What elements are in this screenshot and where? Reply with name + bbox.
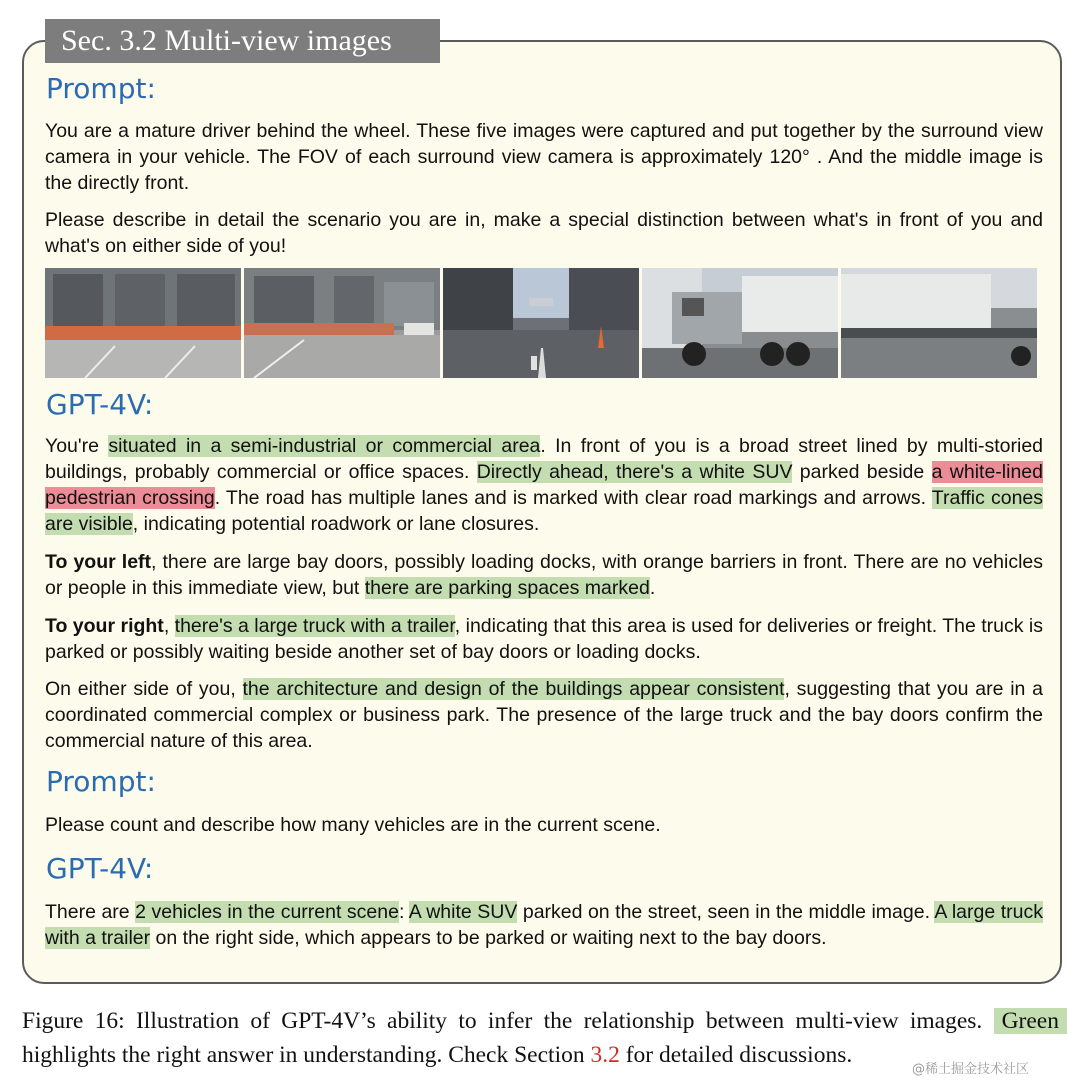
green-highlight: A large truck with a trailer <box>45 901 1043 949</box>
green-highlight: situated in a semi-industrial or commercial area <box>108 435 541 457</box>
prompt-heading: Prompt: <box>46 72 156 105</box>
green-highlight: the architecture and design of the buildings appear consistent <box>242 678 785 700</box>
figure-caption: Figure 16: Illustration of GPT-4V’s ability to infer the relationship between multi-view images. Green highlights the right answer in understanding. Check Section 3.2 for detailed discussions. <box>22 1004 1067 1072</box>
green-highlight: there's a large truck with a trailer <box>174 615 455 637</box>
multi-view-image-strip <box>45 268 1039 378</box>
green-highlight: Directly ahead, there's a white SUV <box>476 461 793 483</box>
prompt-paragraph: Please describe in detail the scenario you are in, make a special distinction between what's in front of you and what's on either side of you! <box>45 209 1043 257</box>
answer-paragraph: There are 2 vehicles in the current scene: A white SUV parked on the street, seen in the middle image. A large truck with a trailer on the right side, which appears to be parked or waiting next to the bay doors. <box>45 901 1043 949</box>
camera-view-image <box>443 268 639 378</box>
prompt-heading: Prompt: <box>46 765 156 798</box>
prompt-paragraph: Please count and describe how many vehicles are in the current scene. <box>45 814 661 836</box>
camera-view-image <box>841 268 1037 378</box>
bold-label: To your right <box>45 615 164 637</box>
answer-paragraph: To your left, there are large bay doors, possibly loading docks, with orange barriers in front. There are no vehicles or people in this immediate view, but there are parking spaces marked. <box>45 551 1043 599</box>
answer-paragraph: On either side of you, the architecture and design of the buildings appear consistent, suggesting that you are in a coordinated commercial complex or business park. The presence of the large truck and the bay doors confirm the commercial nature of this area. <box>45 678 1043 752</box>
answer-paragraph: You're situated in a semi-industrial or commercial area. In front of you is a broad street lined by multi-storied buildings, probably commercial or office spaces. Directly ahead, there's a white SUV parked beside a white-lined pedestrian crossing. The road has multiple lanes and is marked with clear road markings and arrows. Traffic cones are visible, indicating potential roadwork or lane closures. <box>45 435 1044 535</box>
bold-label: To your left <box>45 551 152 573</box>
gpt4v-heading: GPT-4V: <box>46 852 154 885</box>
section-reference-link[interactable]: 3.2 <box>590 1042 620 1068</box>
answer-paragraph: To your right, there's a large truck with a trailer, indicating that this area is used for deliveries or freight. The truck is parked or possibly waiting beside another set of bay doors or loading docks. <box>45 615 1044 663</box>
watermark: @稀土掘金技术社区 <box>912 1062 1030 1077</box>
section-tab: Sec. 3.2 Multi-view images <box>45 19 440 63</box>
red-highlight: a white-lined pedestrian crossing <box>45 461 1043 509</box>
green-legend-chip: Green <box>994 1008 1067 1034</box>
gpt4v-heading: GPT-4V: <box>46 388 154 421</box>
camera-view-image <box>45 268 241 378</box>
green-highlight: A white SUV <box>408 901 518 923</box>
prompt-paragraph: You are a mature driver behind the wheel. These five images were captured and put together by the surround view camera in your vehicle. The FOV of each surround view camera is approximately 120° . And the middle image is the directly front. <box>45 120 1043 194</box>
green-highlight: Traffic cones are visible <box>45 487 1044 535</box>
green-highlight: 2 vehicles in the current scene <box>135 901 399 923</box>
green-highlight: there are parking spaces marked <box>364 577 650 599</box>
camera-view-image <box>642 268 838 378</box>
camera-view-image <box>244 268 440 378</box>
